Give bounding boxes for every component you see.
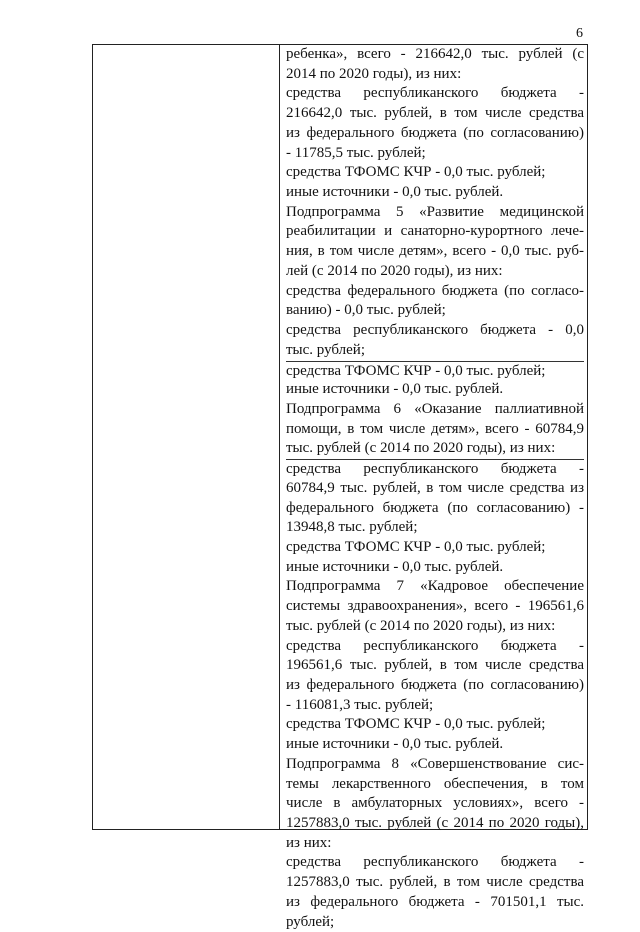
- text-line: средства республиканского бюджета -: [286, 854, 584, 871]
- text-line: Подпрограмма 8 «Совершенствование сис-: [286, 755, 584, 772]
- text-line: иные источники - 0,0 тыс. рублей.: [286, 558, 504, 575]
- text-line: темы лекарственного обеспечения, в том: [286, 775, 584, 792]
- text-line: федерального бюджета (по согласованию) -: [286, 499, 584, 516]
- text-line: 60784,9 тыс. рублей, в том числе средства из: [286, 479, 584, 496]
- text-line: реабилитации и санаторно-курортного лече-: [286, 223, 584, 240]
- text-line: средства федерального бюджета (по согласо-: [286, 282, 584, 299]
- text-line: 216642,0 тыс. рублей, в том числе средства: [286, 105, 584, 122]
- text-line: средства ТФОМС КЧР - 0,0 тыс. рублей;: [286, 716, 546, 733]
- text-line: ребенка», всего - 216642,0 тыс. рублей (с: [286, 46, 584, 62]
- text-line: Подпрограмма 5 «Развитие медицинской: [286, 203, 584, 220]
- text-line: 13948,8 тыс. рублей;: [286, 519, 418, 536]
- page-number: 6: [576, 26, 583, 41]
- text-line: средства республиканского бюджета -: [286, 637, 584, 654]
- text-line: 1257883,0 тыс. рублей (с 2014 по 2020 годы),: [286, 815, 584, 832]
- text-line: - 116081,3 тыс. рублей;: [286, 696, 434, 713]
- text-line: из федерального бюджета (по согласованию): [286, 677, 584, 693]
- text-line: иные источники - 0,0 тыс. рублей.: [286, 184, 504, 201]
- text-line: из федерального бюджета (по согласованию): [286, 124, 584, 141]
- text-line: помощи, в том числе детям», всего - 60784,9: [286, 420, 584, 437]
- text-line: 196561,6 тыс. рублей, в том числе средства: [286, 657, 584, 674]
- text-line: лей (с 2014 по 2020 годы), из них:: [286, 262, 503, 279]
- text-line: из федерального бюджета - 701501,1 тыс.: [286, 893, 584, 910]
- text-line: тыс. рублей;: [286, 341, 365, 358]
- text-line: средства ТФОМС КЧР - 0,0 тыс. рублей;: [286, 361, 584, 381]
- text-line: системы здравоохранения», всего - 196561,6: [286, 598, 584, 615]
- text-line: средства ТФОМС КЧР - 0,0 тыс. рублей;: [286, 164, 546, 181]
- budget-table: [92, 44, 588, 930]
- text-line: Подпрограмма 6 «Оказание паллиативной: [286, 400, 584, 417]
- text-line: рублей;: [286, 913, 335, 930]
- column-divider: [279, 45, 280, 829]
- text-line: числе в амбулаторных условиях», всего -: [286, 795, 584, 812]
- text-line: ванию) - 0,0 тыс. рублей;: [286, 302, 446, 319]
- text-line: иные источники - 0,0 тыс. рублей.: [286, 381, 504, 398]
- text-line: ния, в том числе детям», всего - 0,0 тыс. руб-: [286, 243, 584, 260]
- text-line: из них:: [286, 834, 332, 851]
- text-line: средства республиканского бюджета - 0,0: [286, 322, 584, 339]
- text-line: тыс. рублей (с 2014 по 2020 годы), из них:: [286, 440, 556, 457]
- text-line: тыс. рублей (с 2014 по 2020 годы), из них:: [286, 617, 556, 634]
- text-line: 2014 по 2020 годы), из них:: [286, 65, 462, 82]
- text-line: 1257883,0 тыс. рублей, в том числе средства: [286, 874, 584, 891]
- text-line: средства республиканского бюджета -: [286, 461, 584, 478]
- text-line: средства ТФОМС КЧР - 0,0 тыс. рублей;: [286, 538, 546, 555]
- funding-cell: [286, 45, 584, 932]
- text-line: средства республиканского бюджета -: [286, 85, 584, 102]
- text-line: Подпрограмма 7 «Кадровое обеспечение: [286, 578, 584, 595]
- text-line: иные источники - 0,0 тыс. рублей.: [286, 736, 504, 753]
- text-line: - 11785,5 тыс. рублей;: [286, 144, 426, 161]
